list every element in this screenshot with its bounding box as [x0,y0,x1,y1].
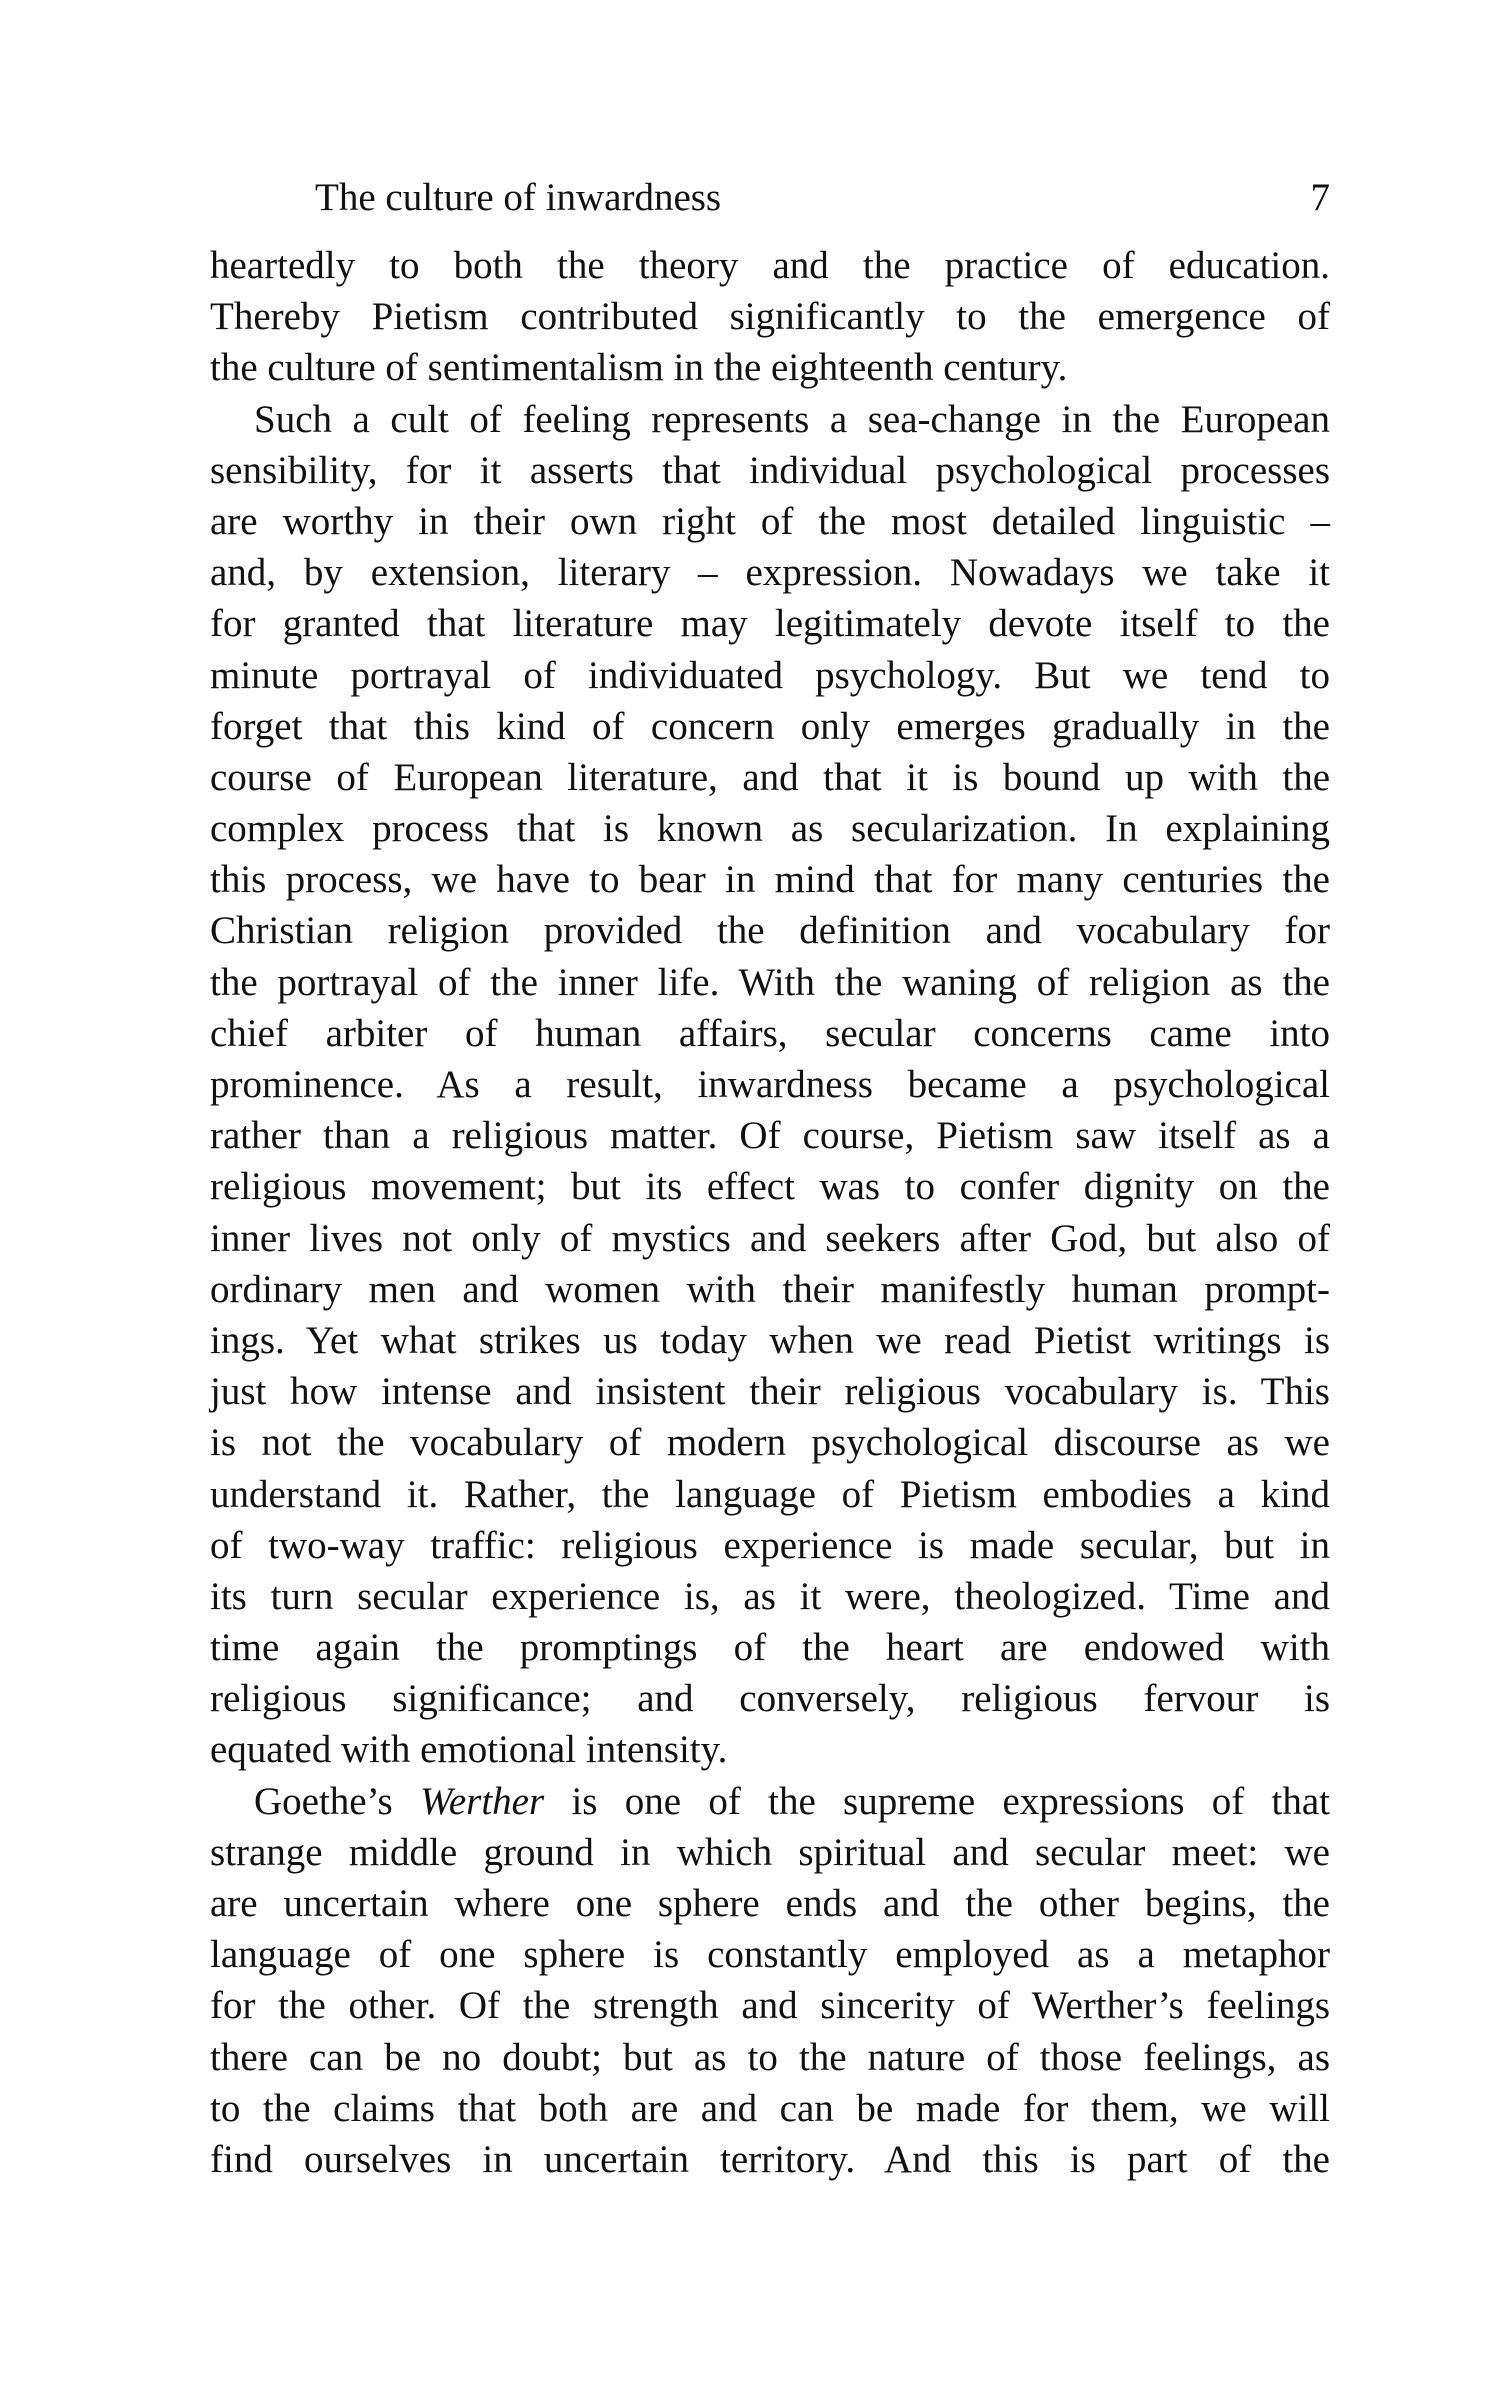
text-line: for the other. Of the strength and sincerity of Werther’s feelings [210,1984,1330,2028]
paragraph-3 [210,1776,1330,2186]
work-title-werther: Werther [419,1779,545,1823]
text-line: to the claims that both are and can be made for them, we will [210,2086,1330,2130]
text-line: religious significance; and conversely, religious fervour is [210,1677,1330,1721]
text-line: prominence. As a result, inwardness became a psychological [210,1063,1330,1106]
text-line: forget that this kind of concern only emerges gradually in the [210,704,1330,748]
text-line: for granted that literature may legitimately devote itself to the [210,602,1330,646]
text-line: heartedly to both the theory and the practice of education. [210,244,1330,287]
text-line: inner lives not only of mystics and seekers after God, but also of [210,1216,1330,1260]
book-page [210,168,1330,2185]
text-run: is one of the supreme expressions of that [544,1779,1330,1823]
text-line: chief arbiter of human affairs, secular concerns came into [210,1011,1330,1055]
text-line [210,1776,1330,1827]
body-text [210,240,1330,2185]
text-line: of two-way traffic: religious experience is made secular, but in [210,1523,1330,1567]
text-line: ings. Yet what strikes us today when we read Pietist writings is [210,1318,1330,1362]
text-line: ordinary men and women with their manifestly human prompt- [210,1267,1330,1311]
paragraph-1 [210,240,1330,394]
text-line: understand it. Rather, the language of Pietism embodies a kind [210,1472,1330,1516]
text-line: course of European literature, and that it is bound up with the [210,755,1330,799]
text-line: minute portrayal of individuated psychology. But we tend to [210,653,1330,697]
text-line: strange middle ground in which spiritual and secular meet: we [210,1830,1330,1874]
text-run: Goethe’s [254,1779,420,1823]
running-title: The culture of inwardness [315,176,722,219]
text-line: sensibility, for it asserts that individual psychological processes [210,448,1330,492]
text-line: this process, we have to bear in mind that for many centuries the [210,858,1330,902]
text-line: its turn secular experience is, as it were, theologized. Time and [210,1574,1330,1618]
text-line: Such a cult of feeling represents a sea-change in the European [254,397,1330,441]
text-line: Thereby Pietism contributed significantly to the emergence of [210,295,1330,339]
text-line: is not the vocabulary of modern psychological discourse as we [210,1421,1330,1465]
paragraph-2 [210,394,1330,1776]
text-line: find ourselves in uncertain territory. And this is part of the [210,2137,1330,2181]
text-line: language of one sphere is constantly employed as a metaphor [210,1933,1330,1977]
text-line: Christian religion provided the definition and vocabulary for [210,909,1330,953]
text-line: the portrayal of the inner life. With the waning of religion as the [210,960,1330,1004]
text-line: the culture of sentimentalism in the eighteenth century. [210,346,1068,390]
text-line: rather than a religious matter. Of course, Pietism saw itself as a [210,1114,1330,1158]
text-line: are uncertain where one sphere ends and the other begins, the [210,1882,1330,1925]
page-number: 7 [1310,176,1330,219]
text-line: just how intense and insistent their religious vocabulary is. This [210,1370,1330,1414]
text-line: there can be no doubt; but as to the nature of those feelings, as [210,2035,1330,2079]
text-line: and, by extension, literary – expression. Nowadays we take it [210,551,1330,595]
text-line: equated with emotional intensity. [210,1728,728,1772]
text-line: complex process that is known as secularization. In explaining [210,807,1330,851]
text-line: time again the promptings of the heart are endowed with [210,1626,1330,1670]
text-line: are worthy in their own right of the most detailed linguistic – [210,499,1330,543]
text-line: religious movement; but its effect was to confer dignity on the [210,1165,1330,1209]
running-head [210,168,1330,228]
